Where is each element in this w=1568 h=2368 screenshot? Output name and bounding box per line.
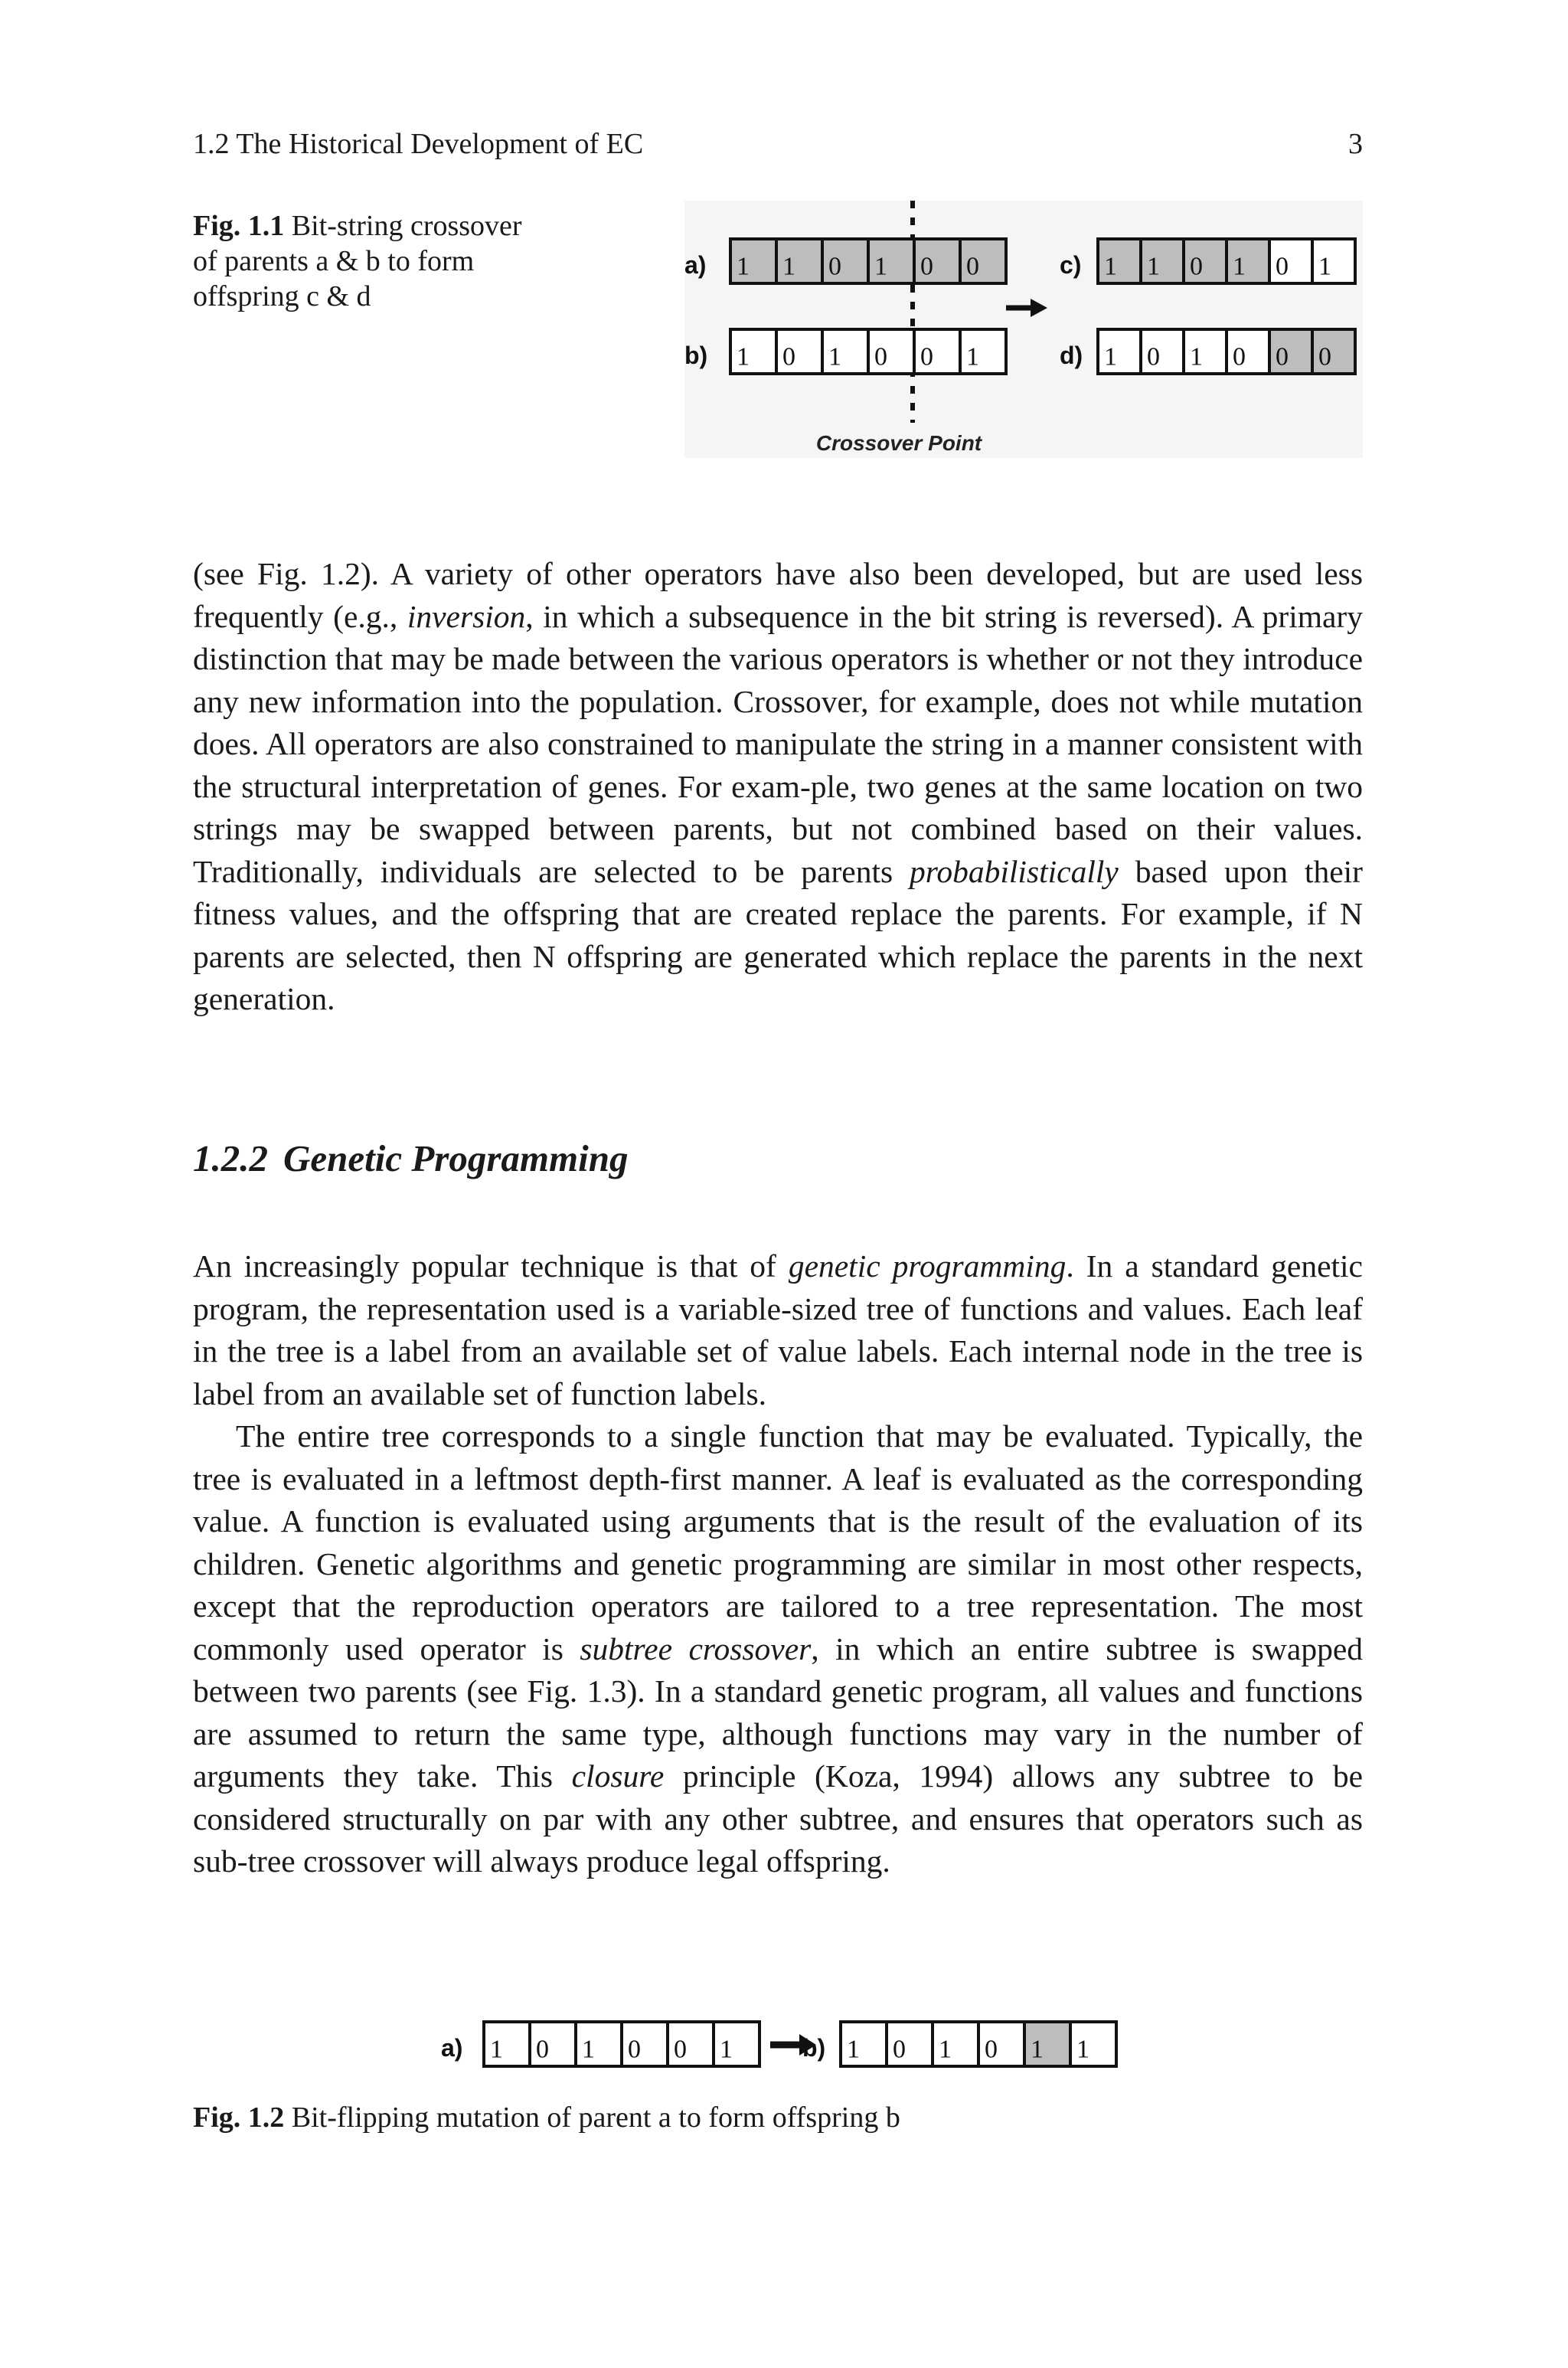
body-paragraph-1 [193, 553, 1363, 1021]
bit-value: 0 [1233, 342, 1246, 371]
bit-value: 0 [828, 252, 841, 281]
paragraph-2-text-a: An increasingly popular technique is that of [193, 1248, 789, 1284]
bit-value: 1 [1076, 2035, 1089, 2064]
bit-value: 1 [737, 342, 750, 371]
row-label: a) [441, 2034, 463, 2062]
term-inversion: inversion [407, 598, 526, 634]
bit-value: 1 [490, 2035, 503, 2064]
figure-2-mutation-diagram [433, 2014, 1122, 2075]
bitstring-row-a [441, 2022, 760, 2066]
figure-1-label: Fig. 1.1 [193, 210, 285, 242]
bit-value: 1 [737, 252, 750, 281]
bitstring-row-b [684, 329, 1006, 374]
bit-value: 0 [920, 252, 933, 281]
bitstring-row-d [1060, 329, 1355, 374]
bit-value: 0 [782, 342, 795, 371]
paragraph-1-text-b: , in which a subsequence in the bit string is reversed). A primary distinction that may be made between the various operators is whether or not they introduce any new information into the population. Crossover, for example, does not while mutation does. All operators are also constrained to manipulate the string in a manner consistent with the structural interpretation of genes. For exam-ple, two genes at the same location on two strings may be swapped between parents, but not combined based on their values. Traditionally, individuals are selected to be parents [193, 598, 1363, 889]
figure-2-caption [193, 2100, 1341, 2135]
bitstring-row-c [1060, 239, 1355, 283]
running-head-section: 1.2 The Historical Development of EC [193, 128, 644, 160]
body-paragraph-3 [193, 1415, 1363, 1883]
page-number: 3 [1348, 128, 1363, 160]
paragraph-3-text-b: , in which an entire subtree is swapped between two parents (see Fig. 1.3). In a standard genetic program, all values and functions are assumed to return the same type, although functions may vary in the number of arguments they take. This [193, 1630, 1363, 1794]
bit-value: 0 [893, 2035, 906, 2064]
row-label: b) [684, 342, 708, 370]
bit-value: 1 [1104, 342, 1117, 371]
bit-value: 1 [1031, 2035, 1044, 2064]
section-number: 1.2.2 [193, 1137, 268, 1179]
bit-value: 1 [939, 2035, 952, 2064]
bit-value: 0 [985, 2035, 998, 2064]
bit-value: 1 [720, 2035, 733, 2064]
bit-value: 1 [1318, 252, 1331, 281]
bit-value: 1 [966, 342, 979, 371]
bit-value: 1 [1233, 252, 1246, 281]
figure-1-crossover-diagram [684, 201, 1363, 458]
bit-value: 1 [1104, 252, 1117, 281]
term-probabilistically: probabilistically [910, 853, 1119, 889]
bitstring-row-b [802, 2022, 1116, 2066]
row-label: d) [1060, 342, 1083, 370]
bit-value: 1 [582, 2035, 595, 2064]
arrow-icon [1006, 299, 1047, 317]
term-closure: closure [571, 1758, 665, 1794]
bitstring-row-a [684, 239, 1006, 283]
mutation-diagram-svg [433, 2014, 1122, 2075]
paragraph-3-text-a: The entire tree corresponds to a single function that may be evaluated. Typically, the tree is evaluated in a leftmost depth-first manner. A leaf is evaluated as the corresponding value. A function is evaluated using arguments that is the result of the evaluation of its children. Genetic algorithms and genetic programming are similar in most other respects, except that the reproduction operators are tailored to a tree representation. The most commonly used operator is [193, 1418, 1363, 1666]
running-head [193, 127, 1363, 165]
bit-value: 0 [1318, 342, 1331, 371]
bit-value: 0 [1276, 342, 1289, 371]
bit-value: 1 [828, 342, 841, 371]
paragraph-2-text-b: . In a standard genetic program, the representation used is a variable-sized tree of functions and values. Each leaf in the tree is a label from an available set of value labels. Each internal node in the tree is label from an available set of function labels. [193, 1248, 1363, 1411]
term-subtree-crossover: subtree crossover [580, 1630, 812, 1666]
bit-value: 0 [536, 2035, 549, 2064]
bit-value: 0 [1190, 252, 1203, 281]
paragraph-1-text-c: based upon their fitness values, and the offspring that are created replace the parents. For example, if N parents are selected, then N offspring are generated which replace the parents in the next generation. [193, 853, 1363, 1016]
bit-value: 0 [1276, 252, 1289, 281]
bit-value: 1 [1190, 342, 1203, 371]
section-body [193, 1245, 1363, 1883]
bit-value: 0 [674, 2035, 687, 2064]
bit-value: 1 [782, 252, 795, 281]
row-label: b) [802, 2034, 826, 2062]
figure-2-label: Fig. 1.2 [193, 2101, 285, 2134]
row-label: c) [1060, 251, 1082, 280]
crossover-diagram-svg [684, 201, 1363, 458]
section-heading [193, 1137, 629, 1180]
figure-1-caption-text: Bit-string crossover of parents a & b to form offspring c & d [193, 210, 522, 312]
figure-1-caption [193, 208, 553, 314]
term-genetic-programming: genetic programming [788, 1248, 1067, 1284]
figure-2-caption-text: Bit-flipping mutation of parent a to form offspring b [291, 2101, 900, 2134]
body-paragraph-2 [193, 1245, 1363, 1415]
bit-value: 1 [874, 252, 887, 281]
paragraph-1-text-a: (see Fig. 1.2). A variety of other operators have also been developed, but are used less frequently (e.g., [193, 556, 1363, 634]
bit-value: 0 [966, 252, 979, 281]
bit-value: 0 [1147, 342, 1160, 371]
bit-value: 1 [847, 2035, 860, 2064]
bit-value: 1 [1147, 252, 1160, 281]
row-label: a) [684, 251, 707, 280]
bit-value: 0 [920, 342, 933, 371]
bit-value: 0 [874, 342, 887, 371]
crossover-point-label: Crossover Point [815, 431, 982, 455]
bit-value: 0 [628, 2035, 641, 2064]
paragraph-3-text-c: principle (Koza, 1994) allows any subtree to be considered structurally on par with any other subtree, and ensures that operators such as sub-tree crossover will always produce legal offspring. [193, 1758, 1363, 1879]
section-title: Genetic Programming [283, 1137, 629, 1179]
